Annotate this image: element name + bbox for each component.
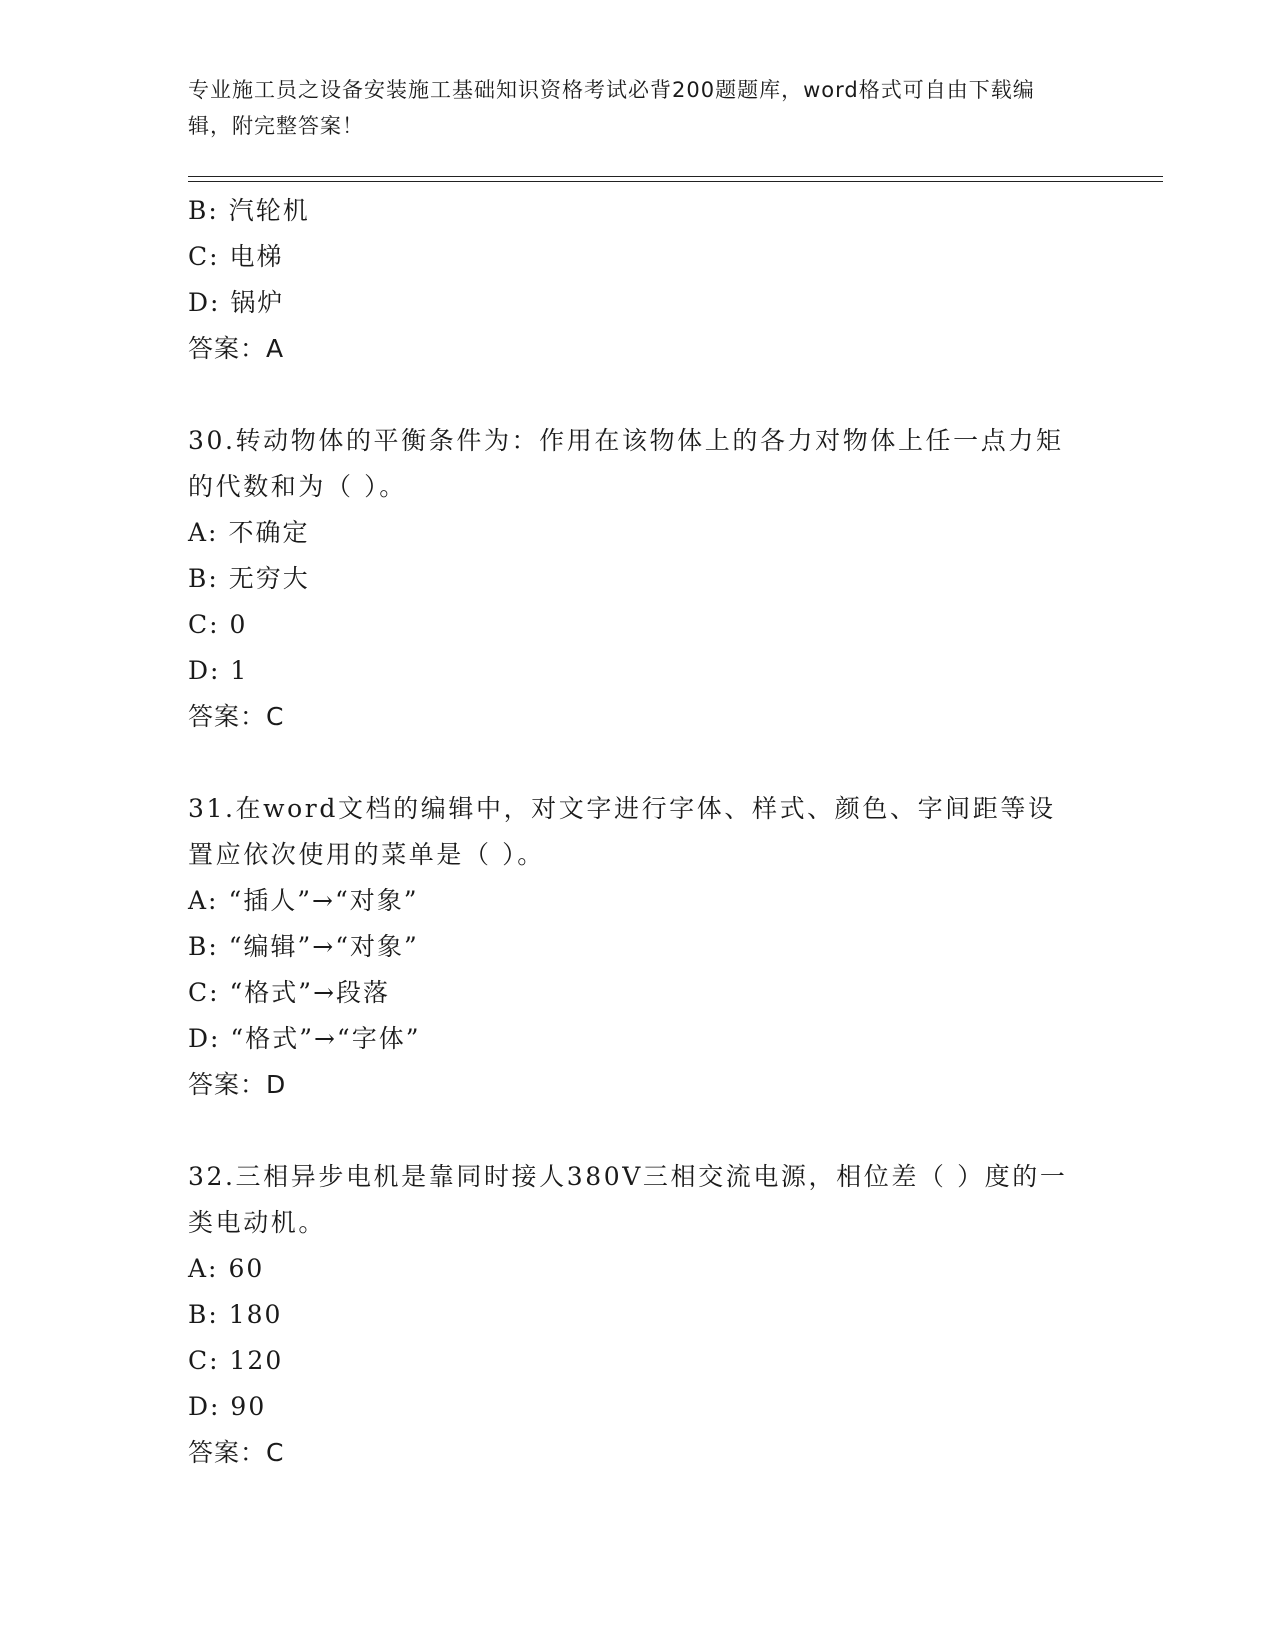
option-line [188,1016,1088,1062]
spacer [188,740,1088,786]
option-text: “编辑”→“对象” [228,932,419,961]
question-stem: 32.三相异步电机是靠同时接人380V三相交流电源，相位差（ ）度的一类电动机。 [188,1162,1068,1237]
option-text: 电梯 [229,242,284,271]
header-divider-top [188,176,1163,177]
option-text: 120 [229,1346,284,1375]
prev-question-tail [188,188,1088,372]
option-letter: A: [188,1254,219,1283]
answer-line: 答案：C [188,702,285,731]
option-text: “格式”→段落 [229,978,391,1007]
option-line [188,924,1088,970]
option-line [188,1384,1088,1430]
option-letter: D: [188,656,221,685]
option-line [188,1292,1088,1338]
question-31 [188,786,1088,1108]
question-content [188,188,1088,1476]
option-letter: D: [188,288,221,317]
option-line [188,510,1088,556]
option-text: 不确定 [228,518,310,547]
option-text: 锅炉 [230,288,285,317]
option-line [188,970,1088,1016]
header-divider-bottom [188,181,1163,182]
option-letter: B: [188,1300,219,1329]
option-letter: A: [188,518,219,547]
option-letter: C: [188,978,220,1007]
answer-line: 答案：D [188,1070,287,1099]
option-letter: A: [188,886,219,915]
option-line [188,188,1088,234]
option-letter: C: [188,610,220,639]
question-stem: 30.转动物体的平衡条件为：作用在该物体上的各力对物体上任一点力矩的代数和为（ ）。 [188,426,1064,501]
document-header-title: 专业施工员之设备安装施工基础知识资格考试必背200题题库，word格式可自由下载编辑，附完整答案！ [188,78,1035,138]
option-text: “插人”→“对象” [228,886,419,915]
question-30 [188,418,1088,740]
option-letter: B: [188,932,219,961]
option-letter: C: [188,242,220,271]
option-line [188,878,1088,924]
answer-line: 答案：C [188,1438,285,1467]
option-text: “格式”→“字体” [230,1024,421,1053]
option-letter: B: [188,564,219,593]
question-stem: 31.在word文档的编辑中，对文字进行字体、样式、颜色、字间距等设置应依次使用的菜单是（ ）。 [188,794,1056,869]
option-line [188,602,1088,648]
option-line [188,1246,1088,1292]
option-letter: B: [188,196,219,225]
option-line [188,234,1088,280]
option-line [188,280,1088,326]
option-text: 60 [228,1254,265,1283]
option-letter: C: [188,1346,220,1375]
option-text: 汽轮机 [228,196,310,225]
option-line [188,556,1088,602]
option-letter: D: [188,1024,221,1053]
option-text: 0 [229,610,248,639]
option-text: 90 [230,1392,267,1421]
option-text: 1 [230,656,249,685]
spacer [188,1108,1088,1154]
option-text: 无穷大 [228,564,310,593]
question-32 [188,1154,1088,1476]
option-text: 180 [228,1300,283,1329]
spacer [188,372,1088,418]
answer-line: 答案：A [188,334,285,363]
option-letter: D: [188,1392,221,1421]
option-line [188,648,1088,694]
option-line [188,1338,1088,1384]
